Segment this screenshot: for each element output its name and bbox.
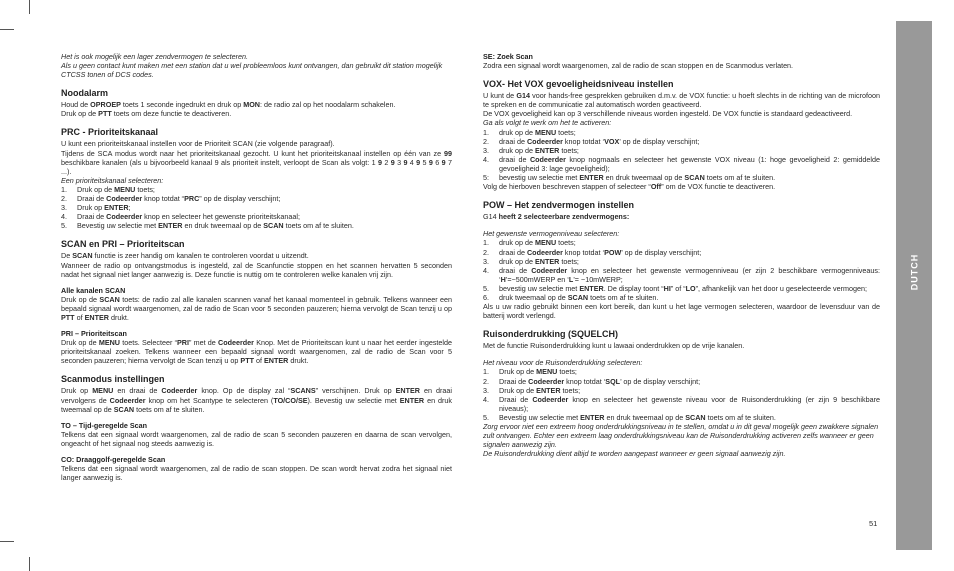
subsection-title: SE: Zoek Scan (483, 52, 533, 61)
paragraph: Druk op de MENU toets. Selecteer “PRI” met de Codeerder Knop. Met de Prioriteitscan kunt u naar het eerder ingestelde prioriteitskanaal zoeken. Telkens wanneer een bepaald signaal wordt waargenomen, zal de radio de Scan voor 5 seconden pauzeren; hierna vervolgt de Scan tenzij u op PTT of ENTER drukt. (61, 338, 452, 366)
steps-list (483, 367, 880, 422)
step-item: 6. druk tweemaal op de SCAN toets om af te sluiten. (483, 292, 659, 302)
step-item: 2. Draai de Codeerder knop totdat ‘SQL’ op de display verschijnt; (483, 376, 701, 386)
step-item: 5: bevestig uw selectie met ENTER en druk tweemaal op de SCAN toets om af te sluiten. (483, 173, 776, 183)
step-item: 4. Draai de Codeerder knop en selecteer het gewenste prioriteitskanaal; (61, 212, 300, 222)
step-item: 3. druk op de ENTER toets; (483, 256, 579, 266)
step-item: 1. druk op de MENU toets; (483, 127, 576, 137)
paragraph: Druk op MENU en draai de Codeerder knop. Op de display zal “SCANS” verschijnen. Druk op ENTER en draai vervolgens de Codeerder knop om het Scantype te selecteren (TO/CO/SE). Bevestig uw selectie met ENTER en druk tweemaal op de SCAN toets om af te sluiten. (61, 386, 453, 414)
language-label-text: DUTCH (909, 253, 919, 291)
step-item: 4. draai de Codeerder knop nogmaals en selecteer het gewenste VOX niveau (1: hoge gevoeligheid 2: gemiddelde gevoeligheid 3: lage gevoeligheid); (483, 154, 880, 173)
paragraph: Telkens dat een signaal wordt waargenomen, zal de radio de scan 5 seconden pauzeren en daarna de scan vervolgen, ongeacht of het signaal nog steeds aanwezig is. (61, 429, 452, 448)
paragraph: U kunt de G14 voor hands-free gesprekken gebruiken d.m.v. de VOX functie: u hoeft slechts in de richting van de microfoon te spreken en de communicatie zal automatisch worden geactiveerd. (483, 91, 880, 110)
paragraph: Houd de OPROEP toets 1 seconde ingedrukt en druk op MON: de radio zal op het noodalarm schakelen. (61, 100, 396, 110)
section-title: Ruisonderdrukking (SQUELCH) (483, 329, 619, 340)
steps-list (483, 128, 880, 183)
steps-list (61, 185, 452, 230)
paragraph: Zodra een signaal wordt waargenomen, zal de radio de scan stoppen en de Scanmodus verlaten. (483, 61, 794, 71)
step-item: 1. druk op de MENU toets; (483, 238, 576, 248)
step-item: 2. draai de Codeerder knop totdat ‘POW’ op de display verschijnt; (483, 247, 702, 257)
crop-mark (0, 541, 14, 542)
section-title: VOX- Het VOX gevoeligheidsniveau instellen (483, 79, 674, 90)
paragraph: Als u uw radio gebruikt binnen een kort bereik, dan kunt u het lage vermogen selecteren, waardoor de levensduur van de batterij wordt verlengd. (483, 302, 880, 321)
crop-mark (0, 29, 14, 30)
step-item: 5. Bevestig uw selectie met ENTER en druk tweemaal op de SCAN toets om af te sluiten. (483, 412, 776, 422)
step-item: 5. bevestig uw selectie met ENTER. De display toont “HI” of “LO”, afhankelijk van het door u geselecteerde vermogen; (483, 283, 867, 293)
step-item: 1. Druk op de MENU toets; (483, 367, 577, 377)
step-item: 3. Druk op ENTER; (61, 203, 131, 213)
step-item: 3. druk op de ENTER toets; (483, 145, 579, 155)
section-title: POW – Het zendvermogen instellen (483, 200, 635, 211)
paragraph: De SCAN functie is zeer handig om kanalen te controleren voordat u uitzendt. (61, 251, 309, 261)
paragraph: Wanneer de radio op ontvangstmodus is ingesteld, zal de Scanfunctie stoppen en het scannen hervatten 5 seconden nadat het signaal niet langer aanwezig is. Deze functie is nuttig om te controleren welke kanalen vrij zijn. (61, 260, 452, 279)
steps-intro: Het niveau voor de Ruisonderdrukking selecteren: (483, 358, 643, 368)
paragraph: Tijdens de SCA modus wordt naar het prioriteitskanaal gezocht. U kunt het prioriteitskanaal instellen op één van ze 99 beschikbare kanalen (als u bijvoorbeeld kanaal 9 als prioriteit instelt, verloopt de Scan als volgt: 1 9 2 9 3 9 4 9 5 9 6 9 7 ...). (61, 148, 452, 176)
section-title: Noodalarm (61, 88, 109, 99)
right-column (483, 52, 880, 458)
steps-intro: Ga als volgt te werk om het te activeren: (483, 118, 612, 128)
left-column (61, 52, 452, 482)
step-item: 5. Bevestig uw selectie met ENTER en druk tweemaal op de SCAN toets om af te sluiten. (61, 221, 354, 231)
step-item: 4. Draai de Codeerder knop en selecteer het gewenste niveau voor de Ruisonderdrukking (er zijn 9 beschikbare niveaus); (483, 394, 881, 413)
paragraph: De VOX gevoeligheid kan op 3 verschillende niveaus worden ingesteld. De VOX functie is standaard gedeactiveerd. (483, 109, 853, 119)
note: Zorg ervoor niet een extreem hoog onderdrukkingsniveau in te stellen, omdat u in dit geval mogelijk geen zwakkere signalen zult ontvangen. Echter een extreem laag onderdrukkingsniveau kan de Ruisonderdrukking activeren zelfs wanneer er geen signalen aanwezig zijn. (483, 422, 879, 450)
step-item: 2. draai de Codeerder knop totdat ‘VOX’ op de display verschijnt; (483, 136, 700, 146)
crop-mark (29, 557, 30, 571)
step-item: 4. draai de Codeerder knop en selecteer het gewenste vermogenniveau (er zijn 2 beschikbare vermogenniveaus: ‘H’=~500mWERP en ‘L’= ~10mWERP; (483, 265, 880, 284)
paragraph: Telkens dat een signaal wordt waargenomen, zal de radio de scan stoppen. De scan wordt hervat zodra het signaal niet langer aanwezig is. (61, 464, 452, 483)
note: De Ruisonderdrukking dient altijd te worden aangepast wanneer er geen signaal aanwezig zijn. (483, 449, 786, 459)
crop-mark (29, 0, 30, 14)
step-item: 1. Druk op de MENU toets; (61, 184, 155, 194)
section-title: PRC - Prioriteitskanaal (61, 127, 159, 138)
steps-list (483, 238, 880, 302)
steps-intro: Het gewenste vermogenniveau selecteren: (483, 229, 620, 239)
paragraph: Met de functie Ruisonderdrukking kunt u lawaai onderdrukken op de vrije kanalen. (483, 341, 745, 351)
paragraph: Druk op de SCAN toets: de radio zal alle kanalen scannen vanaf het kanaal momenteel in gebruik. Telkens wanneer een bepaald signaal wordt waargenomen, zal de radio de Scan voor 5 seconden pauzeren; hierna vervolgt de Scan tenzij u op PTT of ENTER drukt. (61, 294, 453, 322)
subsection-title: PRI – Prioriteitscan (61, 329, 127, 339)
section-title: Scanmodus instellingen (61, 374, 165, 385)
intro-line: Het is ook mogelijk een lager zendvermogen te selecteren. (61, 52, 248, 61)
paragraph: Volg de hierboven beschreven stappen of selecteer “Off” om de VOX functie te deactiveren. (483, 182, 776, 192)
subsection-title: Alle kanalen SCAN (61, 285, 126, 295)
steps-intro: Een prioriteitskanaal selecteren: (61, 175, 164, 185)
paragraph: G14 heeft 2 selecteerbare zendvermogens: (483, 212, 630, 222)
intro-line: Als u geen contact kunt maken met een station dat u wel probleemloos kunt ontvangen, dan gebruikt dit station mogelijk CTCSS tonen of DCS codes. (61, 61, 443, 80)
paragraph: U kunt een prioriteitskanaal instellen voor de Prioriteit SCAN (zie volgende paragraaf). (61, 139, 335, 149)
page-number: 51 (869, 519, 878, 528)
paragraph: Druk op de PTT toets om deze functie te deactiveren. (61, 109, 232, 119)
step-item: 2. Draai de Codeerder knop totdat “PRC” op de display verschijnt; (61, 194, 281, 204)
language-tab-label (896, 252, 932, 292)
subsection-title: TO – Tijd-geregelde Scan (61, 420, 148, 430)
step-item: 3. Druk op de ENTER toets; (483, 385, 581, 395)
subsection-title: CO: Draaggolf-geregelde Scan (61, 455, 166, 464)
section-title: SCAN en PRI – Prioriteitscan (61, 239, 185, 250)
